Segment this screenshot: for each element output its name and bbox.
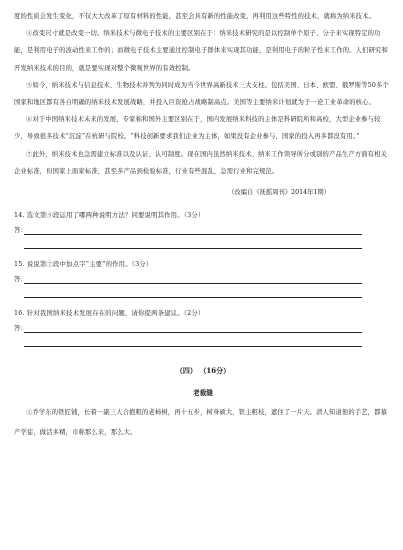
section-heading xyxy=(14,365,392,377)
answer-line[interactable] xyxy=(24,289,362,298)
answer-row xyxy=(14,321,392,333)
answer-row xyxy=(14,335,392,347)
answer-row xyxy=(14,223,392,235)
story-body xyxy=(14,403,392,443)
question-16-text: 16. 针对我国纳米技术发展存在的问题，请你提两条建议。（2分） xyxy=(14,309,205,318)
answer-line[interactable] xyxy=(24,275,362,284)
document-page xyxy=(14,8,392,443)
question-15 xyxy=(14,259,392,298)
answer-line[interactable] xyxy=(24,240,362,249)
story-paragraph-1: ①乔学东的铁匠铺，长着一副三人合抱粗的老柿树，再十五步，树身硕大，铁主粗枝，遮住了一片天。清人知道他的手艺，都慕产学徒，做活多精，市称那么来，那么大。 xyxy=(14,409,388,437)
answer-label: 答： xyxy=(14,275,27,284)
passage-paragraph-0-tail: 度的性质会发生变化，不仅大大改革了原有材料的性能，甚至会具有新的性能改变，再利用这些特性的技术，就称为纳米技术。 xyxy=(14,13,376,20)
answer-line[interactable] xyxy=(24,226,362,235)
answer-label: 答： xyxy=(14,324,27,333)
passage-paragraph-4: ④改变尺寸就是改变一切。纳米技术与微电子技术的主要区别在于：纳米技术研究的是以控制单个原子、分子来实现特定的功能，是利用电子的波动性来工作的；而微电子技术主要通过控制电子群体来实现其功能，是利用电子的粒子性来工作的。人们研究和开发纳米技术的目的，就是要实现对整个微观世界的有效控制。 xyxy=(14,30,388,72)
passage-source: （改编自《抚摇周刊》2014年1期） xyxy=(228,189,330,197)
question-15-text: 15. 说说第⑦段中加点字“主要”的作用。（3分） xyxy=(14,260,153,269)
section-score: （16分） xyxy=(202,366,231,376)
answer-row xyxy=(14,272,392,284)
passage-paragraph-7: ⑦此外，纳米技术也急需建立标准以及认证、认可制度。现在国内虽然纳米技术、纳米工作领导所分或别的产品生产方面有相关企业标准，但国家上面家标准，甚至多产品到检验标准，行业有些混乱，急需行业和完规范。 xyxy=(14,150,388,175)
question-14-text: 14. 选文第⑤段运用了哪两种说明方法？同要说明其作用。（3分） xyxy=(14,211,205,220)
answer-row xyxy=(14,286,392,298)
answer-label: 答： xyxy=(14,226,27,235)
section-number: （四） xyxy=(175,366,197,376)
question-16 xyxy=(14,308,392,347)
article-title: 老裁缝 xyxy=(193,389,213,398)
answer-line[interactable] xyxy=(24,324,362,333)
answer-row xyxy=(14,237,392,249)
answer-line[interactable] xyxy=(24,338,362,347)
question-14 xyxy=(14,210,392,249)
passage-paragraph-6: ⑥对于中国纳米技术未来的发展，专家称和国外主要区别在于，国内发展纳米科技的主体是科研院所和高校，大型企业参与较少，导致很多技术“沉淀”在杭研与院校。“科技创新要求我们企业为主体，如果没有企业参与，国家的投入再多都没有用。” xyxy=(14,116,381,141)
passage-paragraph-5: ⑤如今，纳米技术与信息技术、生物技术并列为同时成为当今世界高新技术三大支柱。包括美国、日本、欧盟、俄罗斯等50多个国家和地区都有各自明确的纳米技术发展战略，并投入巨资抢占战略制高点。美国等主要纳米计划就为于一论工业革命的核心。 xyxy=(14,81,389,107)
